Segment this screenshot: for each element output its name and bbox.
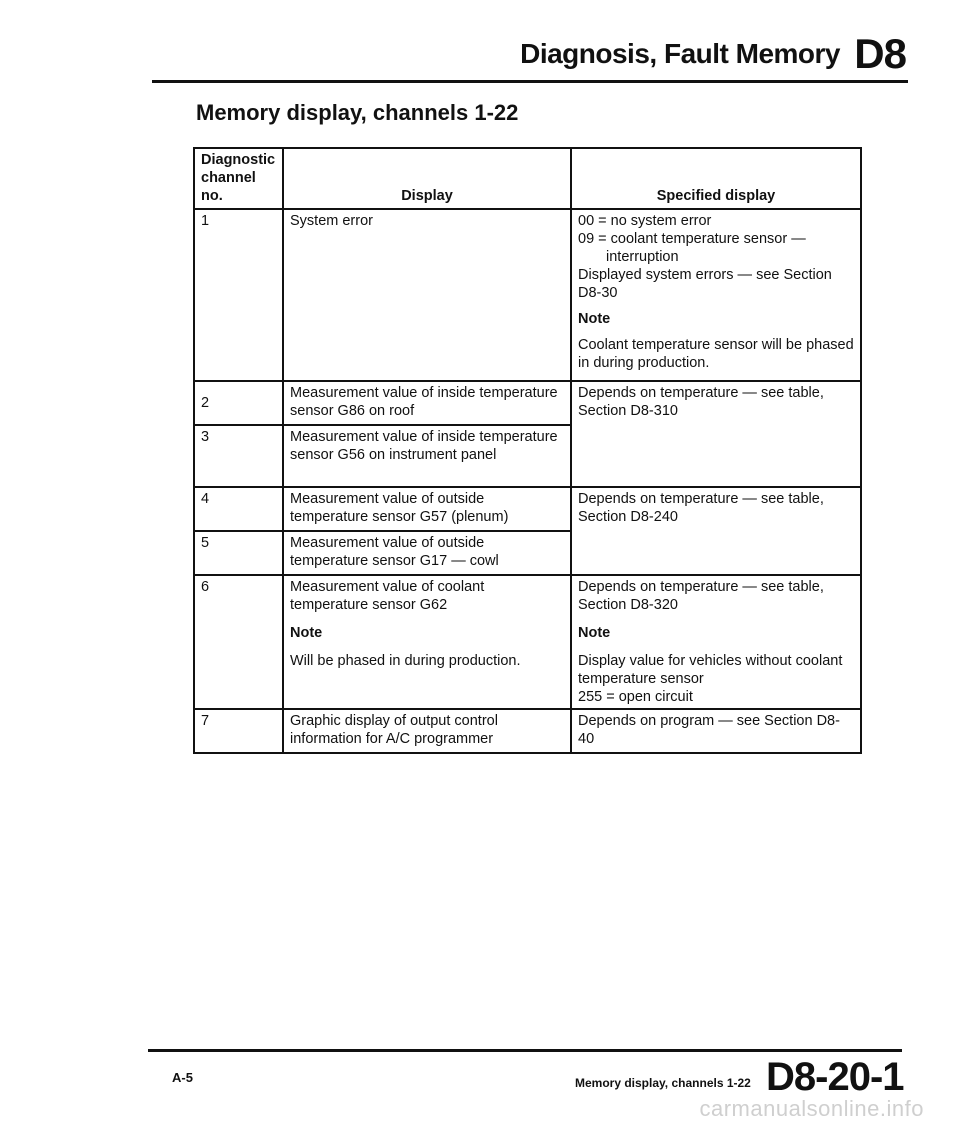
- display-cell: [283, 425, 571, 487]
- header-channel: [194, 148, 283, 209]
- table-row: [194, 209, 861, 381]
- channel-number: 6: [194, 575, 283, 709]
- specified-text: 09 = coolant temperature sensor —: [578, 231, 806, 247]
- header-channel-line1: Diagnostic: [201, 152, 276, 168]
- display-text: Measurement value of inside temperature sensor G86 on roof: [290, 385, 558, 419]
- footer-caption: Memory display, channels 1-22: [575, 1076, 751, 1090]
- channel-number: 7: [194, 709, 283, 753]
- display-cell: [283, 531, 571, 575]
- display-cell: [283, 575, 571, 709]
- header-section-code: D8: [854, 30, 906, 77]
- specified-text: interruption: [606, 249, 679, 265]
- display-cell: [283, 381, 571, 425]
- table-header-row: [194, 148, 861, 209]
- channel-number: 3: [194, 425, 283, 487]
- specified-cell: [571, 709, 861, 753]
- specified-note-label: Note: [578, 625, 611, 641]
- header-specified: Specified display: [571, 148, 861, 209]
- header-title: Diagnosis, Fault Memory: [520, 38, 840, 69]
- table-row: [194, 487, 861, 531]
- header-display: Display: [283, 148, 571, 209]
- specified-cell: [571, 575, 861, 709]
- specified-cell: [571, 209, 861, 381]
- section-title: Memory display, channels 1-22: [196, 100, 519, 125]
- memory-display-table: [193, 147, 862, 754]
- header-rule: [152, 80, 908, 83]
- table-row: [194, 381, 861, 425]
- specified-text: 255 = open circuit: [578, 689, 693, 705]
- table-row: [194, 709, 861, 753]
- display-cell: [283, 487, 571, 531]
- channel-number: 4: [194, 487, 283, 531]
- display-text: Measurement value of outside temperature sensor G57 (plenum): [290, 491, 509, 525]
- specified-text: 00 = no system error: [578, 213, 712, 229]
- specified-text: Depends on temperature — see table, Section D8-310: [578, 385, 824, 419]
- table-row: [194, 575, 861, 709]
- display-note-label: Note: [290, 625, 323, 641]
- specified-cell: [571, 381, 861, 487]
- display-text: System error: [290, 213, 373, 229]
- specified-cell: [571, 487, 861, 575]
- footer-page-code: D8-20-1: [766, 1055, 904, 1099]
- specified-text: Depends on temperature — see table, Section D8-240: [578, 491, 824, 525]
- specified-text: Depends on program — see Section D8-40: [578, 713, 840, 747]
- display-text: Graphic display of output control information for A/C programmer: [290, 713, 498, 747]
- display-cell: [283, 709, 571, 753]
- display-text: Measurement value of outside temperature sensor G17 — cowl: [290, 535, 499, 569]
- display-text: Measurement value of inside temperature sensor G56 on instrument panel: [290, 429, 558, 463]
- channel-number: 5: [194, 531, 283, 575]
- channel-number: 1: [194, 209, 283, 381]
- specified-text: Displayed system errors — see Section D8-30: [578, 267, 832, 301]
- specified-text: Coolant temperature sensor will be phased in during production.: [578, 337, 854, 371]
- specified-text: Display value for vehicles without coolant temperature sensor: [578, 653, 843, 687]
- specified-text: Depends on temperature — see table, Section D8-320: [578, 579, 824, 613]
- footer-page-ref: A-5: [172, 1070, 193, 1085]
- header-channel-line2: channel no.: [201, 170, 256, 204]
- display-text: Measurement value of coolant temperature sensor G62: [290, 579, 485, 613]
- footer-rule: [148, 1049, 902, 1052]
- watermark: carmanualsonline.info: [699, 1096, 924, 1121]
- channel-number: 2: [194, 381, 283, 425]
- display-cell: [283, 209, 571, 381]
- display-text: Will be phased in during production.: [290, 653, 521, 669]
- specified-note-label: Note: [578, 311, 611, 327]
